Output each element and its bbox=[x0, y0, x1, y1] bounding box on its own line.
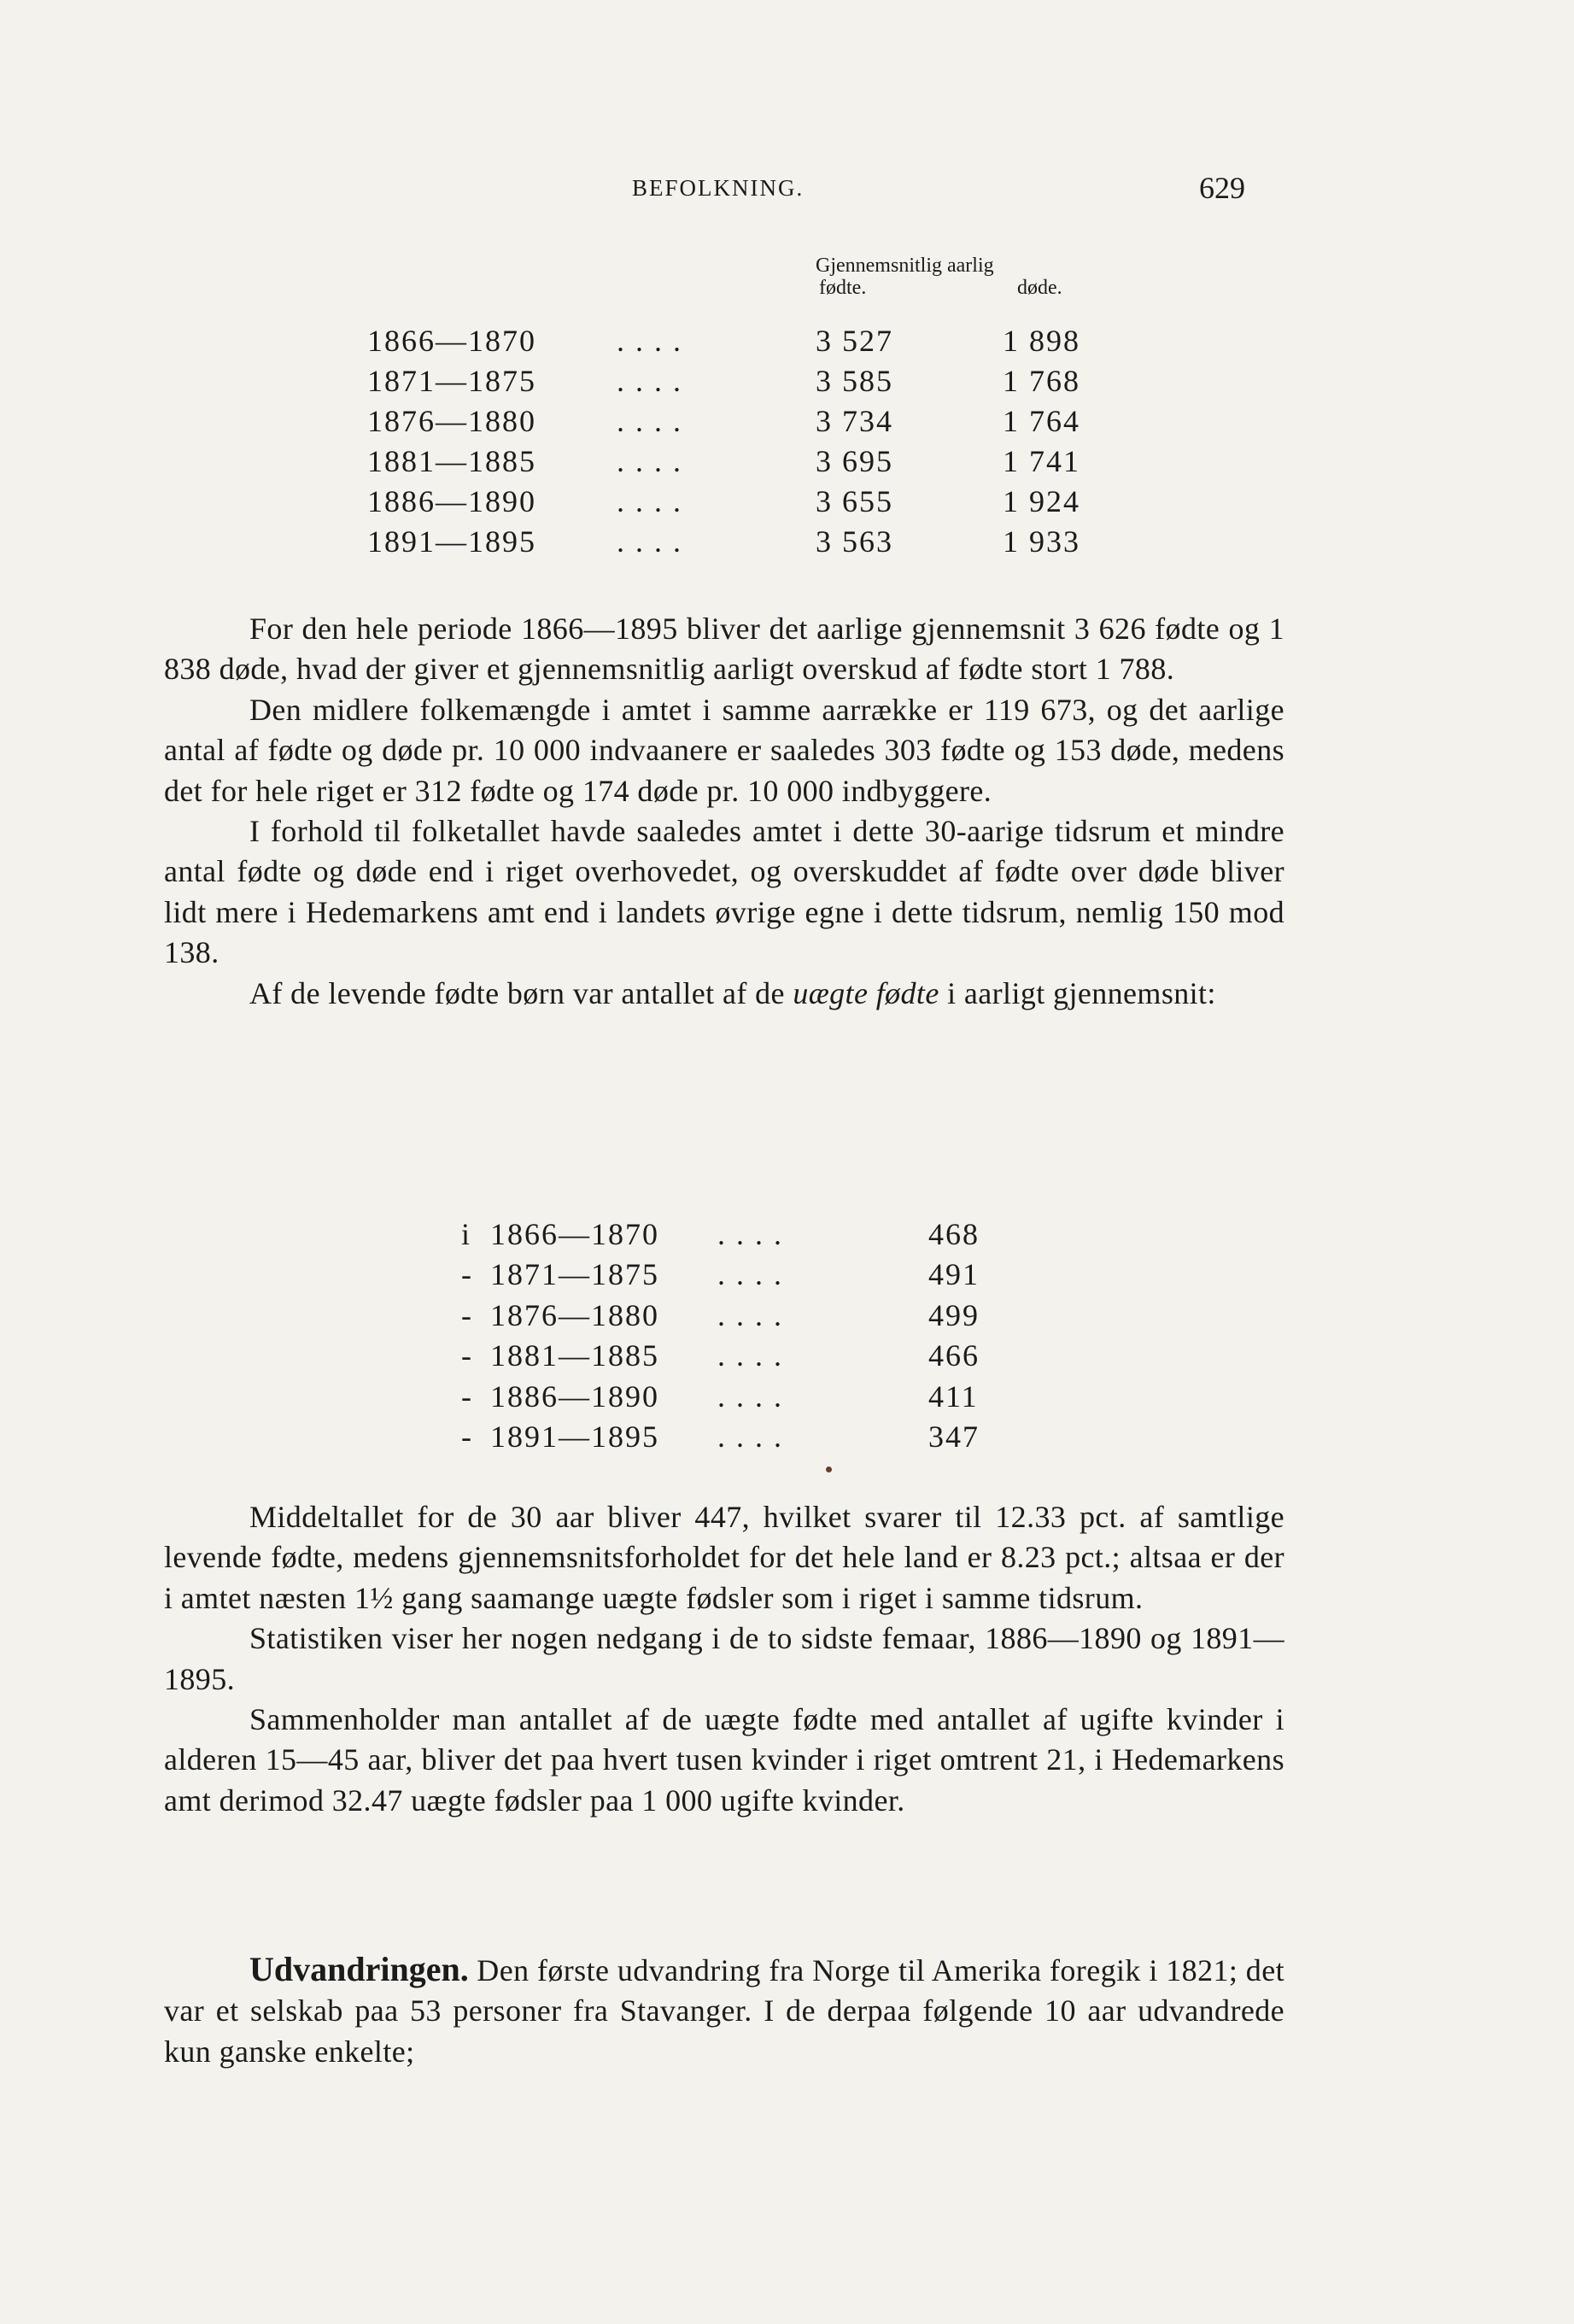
dead-cell: 1 933 bbox=[1003, 524, 1080, 559]
table-header-top: Gjennemsnitlig aarlig bbox=[816, 255, 994, 277]
period-cell: 1871—1875 bbox=[367, 364, 536, 398]
table-row bbox=[0, 1338, 1574, 1379]
text-section-1 bbox=[164, 609, 1284, 1014]
prefix-cell: - bbox=[461, 1257, 473, 1292]
column-header-dead: døde. bbox=[1017, 277, 1062, 299]
period-cell: 1891—1895 bbox=[367, 524, 536, 559]
leader-dots: . . . . bbox=[617, 404, 682, 438]
table-row bbox=[0, 323, 1574, 364]
leader-dots: . . . . bbox=[617, 364, 682, 398]
ink-mark bbox=[826, 1466, 832, 1472]
leader-dots: . . . . bbox=[717, 1338, 783, 1373]
running-title: BEFOLKNING. bbox=[632, 175, 805, 201]
emigration-section bbox=[164, 1949, 1284, 2072]
paragraph-comparison: I forhold til folketallet havde saaledes amtet i dette 30-aarige tidsrum et mindre antal fødte og døde end i riget overhovedet, og overskuddet af fødte over døde bliver lidt mere i Hedemarkens amt end i landets øvrige egne i dette tidsrum, nemlig 150 mod 138. bbox=[164, 814, 1284, 970]
dead-cell: 1 924 bbox=[1003, 484, 1080, 518]
table-row bbox=[0, 524, 1574, 565]
born-cell: 3 655 bbox=[816, 484, 893, 518]
table-row bbox=[0, 363, 1574, 404]
intro-text-after: i aarligt gjennemsnit: bbox=[939, 975, 1216, 1010]
prefix-cell: - bbox=[461, 1420, 473, 1454]
paragraph-period-average: For den hele periode 1866—1895 bliver det aarlige gjennemsnit 3 626 fødte og 1 838 døde, hvad der giver et gjennemsnitlig aarligt overskud af fødte stort 1 788. bbox=[164, 612, 1284, 687]
table-row bbox=[0, 1216, 1574, 1257]
leader-dots: . . . . bbox=[717, 1217, 783, 1251]
prefix-cell: - bbox=[461, 1379, 473, 1414]
table-row bbox=[0, 1379, 1574, 1420]
period-cell: 1886—1890 bbox=[367, 484, 536, 518]
period-cell: 1891—1895 bbox=[490, 1420, 659, 1454]
emigration-text: Den første udvandring fra Norge til Amerika foregik i 1821; det var et selskab paa 53 personer fra Stavanger. I de derpaa følgende 10 aar udvandrede kun ganske enkelte; bbox=[164, 1953, 1284, 2069]
value-cell: 499 bbox=[928, 1297, 980, 1332]
period-cell: 1871—1875 bbox=[490, 1257, 659, 1292]
value-cell: 468 bbox=[928, 1217, 980, 1251]
born-cell: 3 695 bbox=[816, 444, 893, 478]
leader-dots: . . . . bbox=[717, 1297, 783, 1332]
prefix-cell: i bbox=[461, 1217, 472, 1251]
paragraph-mean-population: Den midlere folkemængde i amtet i samme aarrække er 119 673, og det aarlige antal af fødte og døde pr. 10 000 indvaanere er saaledes 303 fødte og 153 døde, medens det for hele riget er 312 fødte og 174 døde pr. 10 000 indbyggere. bbox=[164, 692, 1284, 808]
section-heading: Udvandringen. bbox=[249, 1950, 469, 1988]
leader-dots: . . . . bbox=[717, 1257, 783, 1292]
paragraph-emigration bbox=[164, 1949, 1284, 2072]
text-section-2 bbox=[164, 1497, 1284, 1821]
dead-cell: 1 764 bbox=[1003, 404, 1080, 438]
dead-cell: 1 898 bbox=[1003, 324, 1080, 358]
prefix-cell: - bbox=[461, 1297, 473, 1332]
leader-dots: . . . . bbox=[617, 444, 682, 478]
leader-dots: . . . . bbox=[717, 1420, 783, 1454]
period-cell: 1866—1870 bbox=[490, 1217, 659, 1251]
value-cell: 347 bbox=[928, 1420, 980, 1454]
paragraph-decline: Statistiken viser her nogen nedgang i de to sidste femaar, 1886—1890 og 1891—1895. bbox=[164, 1621, 1284, 1696]
leader-dots: . . . . bbox=[617, 484, 682, 518]
period-cell: 1866—1870 bbox=[367, 324, 536, 358]
leader-dots: . . . . bbox=[617, 524, 682, 559]
paragraph-unmarried-women: Sammenholder man antallet af de uægte fødte med antallet af ugifte kvinder i alderen 15—45 aar, bliver det paa hvert tusen kvinder i riget omtrent 21, i Hedemarkens amt derimod 32.47 uægte fødsler paa 1 000 ugifte kvinder. bbox=[164, 1702, 1284, 1818]
value-cell: 491 bbox=[928, 1257, 980, 1292]
period-cell: 1876—1880 bbox=[490, 1297, 659, 1332]
paragraph-illegitimate-intro bbox=[164, 974, 1284, 1014]
table-row bbox=[0, 1297, 1574, 1338]
leader-dots: . . . . bbox=[617, 324, 682, 358]
period-cell: 1881—1885 bbox=[367, 444, 536, 478]
born-cell: 3 527 bbox=[816, 324, 893, 358]
table-row bbox=[0, 483, 1574, 524]
table-row bbox=[0, 403, 1574, 444]
table-row bbox=[0, 1256, 1574, 1297]
emphasis-illegitimate: uægte fødte bbox=[793, 975, 939, 1010]
period-cell: 1876—1880 bbox=[367, 404, 536, 438]
period-cell: 1886—1890 bbox=[490, 1379, 659, 1414]
table-row bbox=[0, 1419, 1574, 1460]
leader-dots: . . . . bbox=[717, 1379, 783, 1414]
born-cell: 3 734 bbox=[816, 404, 893, 438]
value-cell: 466 bbox=[928, 1338, 980, 1373]
period-cell: 1881—1885 bbox=[490, 1338, 659, 1373]
paragraph-mean-value: Middeltallet for de 30 aar bliver 447, hvilket svarer til 12.33 pct. af samtlige levende fødte, medens gjennemsnitsforholdet for det hele land er 8.23 pct.; altsaa er der i amtet næsten 1½ gang saamange uægte fødsler som i riget i samme tidsrum. bbox=[164, 1500, 1284, 1615]
column-header-born: fødte. bbox=[819, 277, 867, 299]
born-cell: 3 563 bbox=[816, 524, 893, 559]
intro-text-before: Af de levende fødte børn var antallet af de bbox=[249, 975, 793, 1010]
born-cell: 3 585 bbox=[816, 364, 893, 398]
table-row bbox=[0, 443, 1574, 484]
value-cell: 411 bbox=[928, 1379, 979, 1414]
running-head bbox=[0, 171, 1574, 218]
dead-cell: 1 741 bbox=[1003, 444, 1080, 478]
dead-cell: 1 768 bbox=[1003, 364, 1080, 398]
page-number: 629 bbox=[1199, 171, 1245, 205]
table-header bbox=[816, 255, 1089, 299]
prefix-cell: - bbox=[461, 1338, 473, 1373]
